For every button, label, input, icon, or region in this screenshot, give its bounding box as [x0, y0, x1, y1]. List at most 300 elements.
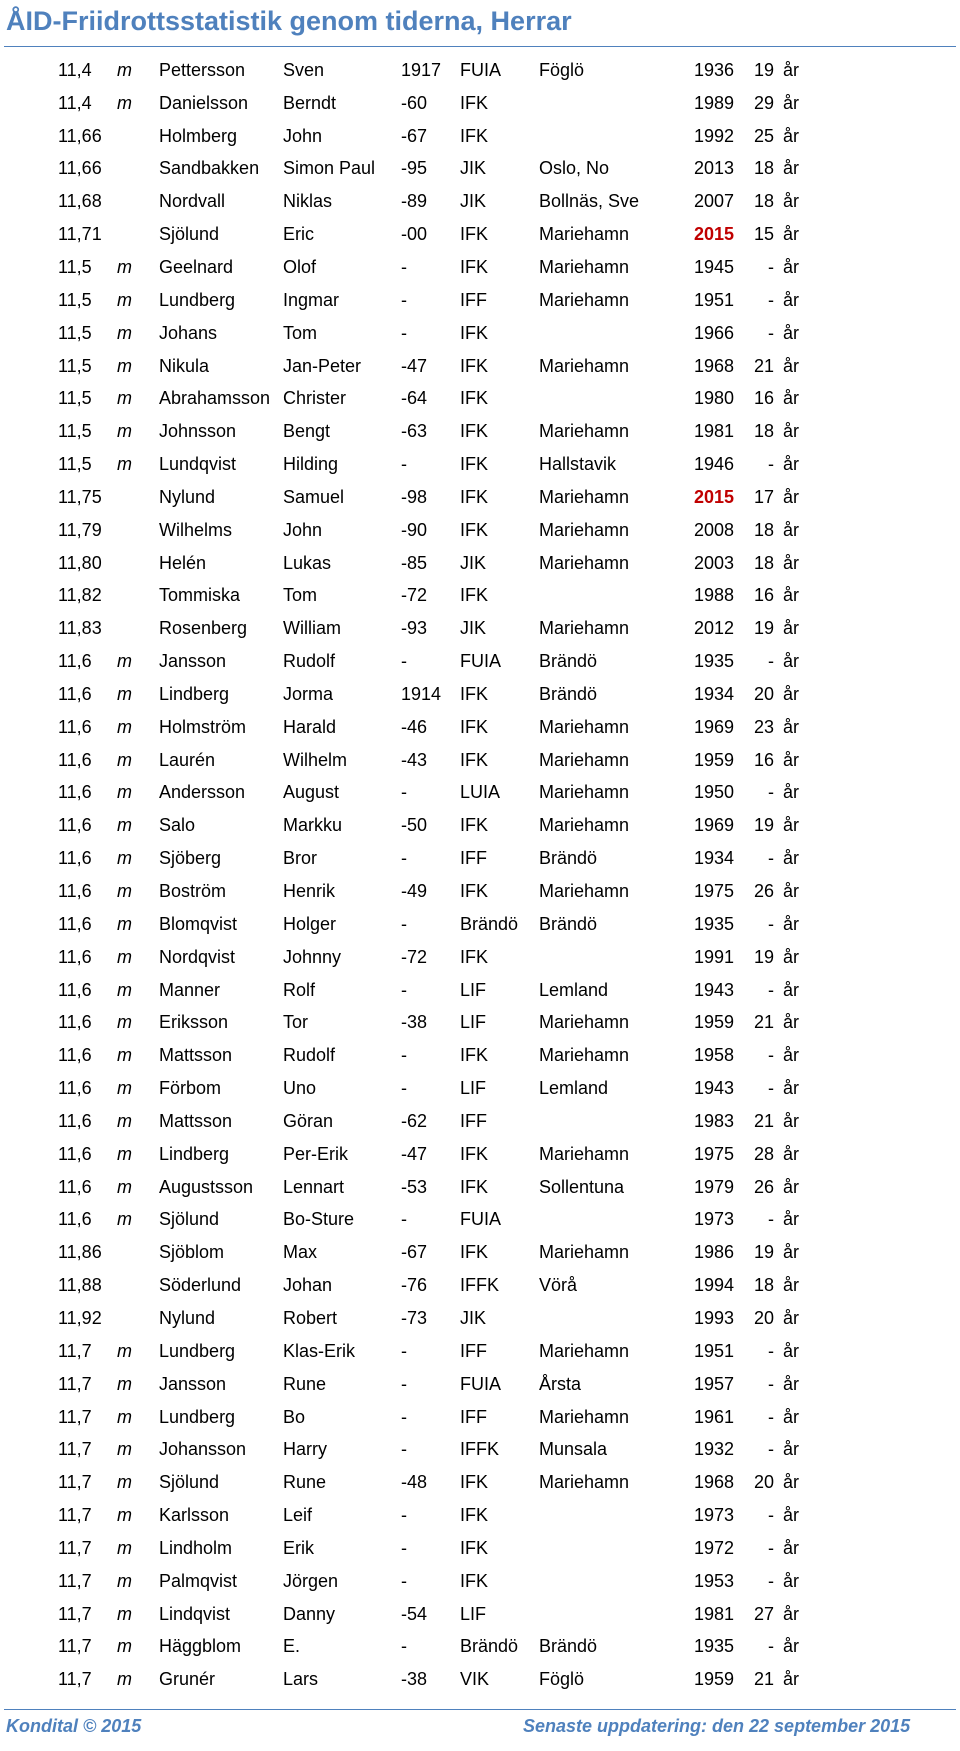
club-cell: IFK — [460, 1570, 489, 1591]
competition-year-cell: 1958 — [693, 1045, 734, 1066]
venue-cell: Oslo, No — [539, 158, 610, 179]
result-cell: 11,6 — [58, 1143, 92, 1164]
competition-year-cell: 1972 — [693, 1537, 734, 1558]
age-unit-cell: år — [783, 552, 800, 573]
result-cell: 11,7 — [58, 1406, 92, 1427]
venue-cell: Hallstavik — [539, 454, 617, 475]
result-cell: 11,4 — [58, 59, 92, 80]
club-cell: FUIA — [460, 1209, 502, 1230]
competition-year-cell: 1961 — [693, 1406, 734, 1427]
age-unit-cell: år — [783, 1373, 800, 1394]
age-unit-cell: år — [783, 749, 800, 770]
age-cell: 17 — [753, 486, 774, 507]
table-row — [0, 547, 813, 580]
club-cell: IFK — [460, 1045, 489, 1066]
age-cell: - — [768, 1045, 774, 1066]
birth-year-cell: - — [401, 782, 407, 803]
table-row — [0, 448, 813, 481]
birth-year-cell: -38 — [401, 1669, 428, 1690]
birth-year-cell: -48 — [401, 1472, 428, 1493]
club-cell: IFK — [460, 519, 489, 540]
result-cell: 11,7 — [58, 1439, 92, 1460]
age-cell: - — [768, 322, 774, 343]
age-unit-cell: år — [783, 1242, 800, 1263]
birth-year-cell: - — [401, 1045, 407, 1066]
age-unit-cell: år — [783, 125, 800, 146]
age-cell: - — [768, 1570, 774, 1591]
first-name-cell: Robert — [283, 1307, 338, 1328]
first-name-cell: Rudolf — [283, 1045, 336, 1066]
result-cell: 11,66 — [58, 125, 102, 146]
result-cell: 11,82 — [58, 585, 102, 606]
venue-cell — [539, 1532, 688, 1565]
age-cell: - — [768, 782, 774, 803]
result-cell: 11,6 — [58, 881, 92, 902]
club-cell: IFF — [460, 848, 487, 869]
result-cell: 11,6 — [58, 1078, 92, 1099]
age-cell: 26 — [753, 881, 774, 902]
last-name-cell: Salo — [159, 815, 196, 836]
result-cell: 11,6 — [58, 913, 92, 934]
birth-year-cell: -47 — [401, 355, 428, 376]
first-name-cell: Simon Paul — [283, 158, 376, 179]
age-unit-cell: år — [783, 191, 800, 212]
age-cell: - — [768, 289, 774, 310]
venue-cell: Mariehamn — [539, 1143, 630, 1164]
birth-year-cell: - — [401, 1570, 407, 1591]
age-unit-cell: år — [783, 454, 800, 475]
competition-year-cell: 1935 — [693, 913, 734, 934]
manual-timing-cell: m — [117, 815, 132, 836]
age-cell: - — [768, 1340, 774, 1361]
club-cell: LIF — [460, 979, 487, 1000]
competition-year-cell: 1953 — [693, 1570, 734, 1591]
age-cell: 20 — [753, 683, 774, 704]
table-row — [0, 317, 813, 350]
result-cell: 11,6 — [58, 815, 92, 836]
table-row — [0, 54, 813, 87]
birth-year-cell: - — [401, 651, 407, 672]
last-name-cell: Wilhelms — [159, 519, 233, 540]
venue-cell: Brändö — [539, 1636, 598, 1657]
last-name-cell: Blomqvist — [159, 913, 238, 934]
venue-cell — [539, 1499, 688, 1532]
result-cell: 11,7 — [58, 1373, 92, 1394]
age-unit-cell: år — [783, 1176, 800, 1197]
competition-year-cell: 2015 — [693, 224, 734, 245]
competition-year-cell: 1994 — [693, 1275, 734, 1296]
manual-timing-cell: m — [117, 782, 132, 803]
club-cell: IFK — [460, 388, 489, 409]
manual-timing-cell: m — [117, 1045, 132, 1066]
first-name-cell: Leif — [283, 1505, 313, 1526]
age-unit-cell: år — [783, 355, 800, 376]
birth-year-cell: -73 — [401, 1307, 428, 1328]
last-name-cell: Lindqvist — [159, 1603, 231, 1624]
table-row — [0, 809, 813, 842]
last-name-cell: Häggblom — [159, 1636, 242, 1657]
manual-timing-cell: m — [117, 1505, 132, 1526]
table-row — [0, 87, 813, 120]
first-name-cell: Lars — [283, 1669, 319, 1690]
result-cell: 11,6 — [58, 1045, 92, 1066]
birth-year-cell: -98 — [401, 486, 428, 507]
age-unit-cell: år — [783, 651, 800, 672]
manual-timing-cell: m — [117, 913, 132, 934]
birth-year-cell: - — [401, 1537, 407, 1558]
venue-cell: Sollentuna — [539, 1176, 625, 1197]
venue-cell: Mariehamn — [539, 552, 630, 573]
birth-year-cell: -89 — [401, 191, 428, 212]
manual-timing-cell — [117, 120, 159, 153]
venue-cell — [539, 1105, 688, 1138]
competition-year-cell: 1975 — [693, 1143, 734, 1164]
first-name-cell: Holger — [283, 913, 337, 934]
venue-cell: Bollnäs, Sve — [539, 191, 640, 212]
age-cell: 18 — [753, 1275, 774, 1296]
age-unit-cell: år — [783, 1636, 800, 1657]
age-cell: - — [768, 1406, 774, 1427]
last-name-cell: Sjölund — [159, 1472, 220, 1493]
last-name-cell: Förbom — [159, 1078, 222, 1099]
venue-cell: Lemland — [539, 1078, 609, 1099]
first-name-cell: Danny — [283, 1603, 336, 1624]
age-cell: - — [768, 651, 774, 672]
footer-divider — [4, 1709, 956, 1710]
venue-cell: Föglö — [539, 59, 585, 80]
venue-cell: Mariehamn — [539, 1406, 630, 1427]
venue-cell — [539, 87, 688, 120]
manual-timing-cell: m — [117, 256, 132, 277]
birth-year-cell: -54 — [401, 1603, 428, 1624]
last-name-cell: Palmqvist — [159, 1570, 238, 1591]
venue-cell: Mariehamn — [539, 1242, 630, 1263]
competition-year-cell: 1980 — [693, 388, 734, 409]
age-cell: 29 — [753, 92, 774, 113]
club-cell: IFF — [460, 1406, 487, 1427]
competition-year-cell: 1973 — [693, 1209, 734, 1230]
manual-timing-cell: m — [117, 1373, 132, 1394]
competition-year-cell: 1959 — [693, 1669, 734, 1690]
last-name-cell: Augustsson — [159, 1176, 254, 1197]
age-unit-cell: år — [783, 1143, 800, 1164]
results-table — [0, 54, 813, 1696]
age-unit-cell: år — [783, 979, 800, 1000]
venue-cell: Mariehamn — [539, 289, 630, 310]
result-cell: 11,6 — [58, 782, 92, 803]
club-cell: IFK — [460, 946, 489, 967]
table-row — [0, 645, 813, 678]
last-name-cell: Lundberg — [159, 289, 236, 310]
club-cell: JIK — [460, 158, 487, 179]
club-cell: IFK — [460, 454, 489, 475]
venue-cell: Mariehamn — [539, 749, 630, 770]
first-name-cell: Henrik — [283, 881, 336, 902]
birth-year-cell: -90 — [401, 519, 428, 540]
last-name-cell: Helén — [159, 552, 207, 573]
age-unit-cell: år — [783, 1669, 800, 1690]
result-cell: 11,7 — [58, 1505, 92, 1526]
venue-cell: Vörå — [539, 1275, 578, 1296]
first-name-cell: Tom — [283, 322, 318, 343]
birth-year-cell: - — [401, 1078, 407, 1099]
age-unit-cell: år — [783, 716, 800, 737]
table-row — [0, 481, 813, 514]
birth-year-cell: -67 — [401, 125, 428, 146]
last-name-cell: Lindberg — [159, 683, 230, 704]
last-name-cell: Sjölund — [159, 224, 220, 245]
manual-timing-cell: m — [117, 979, 132, 1000]
manual-timing-cell — [117, 547, 159, 580]
club-cell: IFK — [460, 585, 489, 606]
last-name-cell: Nordvall — [159, 191, 226, 212]
competition-year-cell: 1989 — [693, 92, 734, 113]
age-cell: 16 — [753, 388, 774, 409]
birth-year-cell: - — [401, 1209, 407, 1230]
manual-timing-cell — [117, 185, 159, 218]
competition-year-cell: 1951 — [693, 289, 734, 310]
table-row — [0, 1204, 813, 1237]
venue-cell: Mariehamn — [539, 486, 630, 507]
last-name-cell: Lundberg — [159, 1340, 236, 1361]
age-cell: - — [768, 1505, 774, 1526]
result-cell: 11,6 — [58, 1209, 92, 1230]
manual-timing-cell: m — [117, 651, 132, 672]
table-row — [0, 1401, 813, 1434]
venue-cell: Mariehamn — [539, 716, 630, 737]
first-name-cell: Klas-Erik — [283, 1340, 356, 1361]
age-cell: 19 — [753, 59, 774, 80]
competition-year-cell: 1959 — [693, 749, 734, 770]
manual-timing-cell: m — [117, 1439, 132, 1460]
result-cell: 11,5 — [58, 454, 92, 475]
club-cell: Brändö — [460, 913, 519, 934]
age-unit-cell: år — [783, 1045, 800, 1066]
table-row — [0, 1335, 813, 1368]
manual-timing-cell — [117, 153, 159, 186]
last-name-cell: Sjölund — [159, 1209, 220, 1230]
club-cell: LIF — [460, 1078, 487, 1099]
venue-cell: Brändö — [539, 913, 598, 934]
age-unit-cell: år — [783, 421, 800, 442]
birth-year-cell: -67 — [401, 1242, 428, 1263]
first-name-cell: Rune — [283, 1373, 327, 1394]
birth-year-cell: - — [401, 1340, 407, 1361]
first-name-cell: Bo-Sture — [283, 1209, 355, 1230]
age-unit-cell: år — [783, 486, 800, 507]
table-row — [0, 777, 813, 810]
result-cell: 11,6 — [58, 716, 92, 737]
table-row — [0, 908, 813, 941]
last-name-cell: Lindholm — [159, 1537, 233, 1558]
venue-cell: Mariehamn — [539, 815, 630, 836]
result-cell: 11,5 — [58, 256, 92, 277]
club-cell: IFK — [460, 1176, 489, 1197]
table-row — [0, 218, 813, 251]
result-cell: 11,6 — [58, 651, 92, 672]
competition-year-cell: 1957 — [693, 1373, 734, 1394]
table-row — [0, 514, 813, 547]
first-name-cell: Rune — [283, 1472, 327, 1493]
result-cell: 11,4 — [58, 92, 92, 113]
last-name-cell: Tommiska — [159, 585, 241, 606]
club-cell: IFK — [460, 815, 489, 836]
club-cell: IFK — [460, 125, 489, 146]
table-row — [0, 1368, 813, 1401]
result-cell: 11,6 — [58, 848, 92, 869]
result-cell: 11,71 — [58, 224, 102, 245]
venue-cell: Mariehamn — [539, 355, 630, 376]
manual-timing-cell — [117, 481, 159, 514]
age-cell: 27 — [753, 1603, 774, 1624]
first-name-cell: Jan-Peter — [283, 355, 362, 376]
result-cell: 11,92 — [58, 1307, 102, 1328]
last-name-cell: Sjöblom — [159, 1242, 225, 1263]
age-cell: 16 — [753, 749, 774, 770]
last-name-cell: Nikula — [159, 355, 210, 376]
result-cell: 11,7 — [58, 1472, 92, 1493]
result-cell: 11,80 — [58, 552, 102, 573]
page-title: ÅID-Friidrottsstatistik genom tiderna, Herrar — [6, 6, 572, 36]
result-cell: 11,83 — [58, 618, 102, 639]
last-name-cell: Abrahamsson — [159, 388, 271, 409]
club-cell: IFK — [460, 749, 489, 770]
birth-year-cell: - — [401, 289, 407, 310]
table-row — [0, 1138, 813, 1171]
manual-timing-cell — [117, 580, 159, 613]
footer-copyright: Kondital © 2015 — [6, 1716, 142, 1736]
last-name-cell: Sandbakken — [159, 158, 260, 179]
manual-timing-cell: m — [117, 1209, 132, 1230]
age-cell: 21 — [753, 355, 774, 376]
birth-year-cell: - — [401, 1439, 407, 1460]
birth-year-cell: 1917 — [401, 59, 442, 80]
age-cell: 19 — [753, 815, 774, 836]
last-name-cell: Eriksson — [159, 1012, 229, 1033]
competition-year-cell: 1966 — [693, 322, 734, 343]
manual-timing-cell: m — [117, 1110, 132, 1131]
manual-timing-cell: m — [117, 454, 132, 475]
first-name-cell: Ingmar — [283, 289, 340, 310]
competition-year-cell: 1936 — [693, 59, 734, 80]
result-cell: 11,86 — [58, 1242, 102, 1263]
club-cell: IFK — [460, 256, 489, 277]
club-cell: IFK — [460, 1242, 489, 1263]
manual-timing-cell: m — [117, 946, 132, 967]
table-row — [0, 1171, 813, 1204]
first-name-cell: Bo — [283, 1406, 306, 1427]
birth-year-cell: - — [401, 1373, 407, 1394]
result-cell: 11,7 — [58, 1669, 92, 1690]
manual-timing-cell: m — [117, 1340, 132, 1361]
first-name-cell: Lukas — [283, 552, 332, 573]
age-cell: 18 — [753, 552, 774, 573]
table-row — [0, 1039, 813, 1072]
last-name-cell: Lundberg — [159, 1406, 236, 1427]
last-name-cell: Nylund — [159, 486, 216, 507]
manual-timing-cell: m — [117, 881, 132, 902]
result-cell: 11,5 — [58, 355, 92, 376]
birth-year-cell: -00 — [401, 224, 428, 245]
birth-year-cell: -63 — [401, 421, 428, 442]
last-name-cell: Lindberg — [159, 1143, 230, 1164]
club-cell: IFK — [460, 322, 489, 343]
age-cell: - — [768, 1636, 774, 1657]
venue-cell: Mariehamn — [539, 519, 630, 540]
venue-cell: Munsala — [539, 1439, 608, 1460]
first-name-cell: John — [283, 519, 323, 540]
birth-year-cell: -46 — [401, 716, 428, 737]
competition-year-cell: 2008 — [693, 519, 734, 540]
manual-timing-cell: m — [117, 848, 132, 869]
result-cell: 11,7 — [58, 1537, 92, 1558]
club-cell: IFK — [460, 355, 489, 376]
results-table-body — [0, 54, 813, 1696]
club-cell: LIF — [460, 1603, 487, 1624]
birth-year-cell: -72 — [401, 946, 428, 967]
first-name-cell: Samuel — [283, 486, 345, 507]
age-unit-cell: år — [783, 1439, 800, 1460]
age-unit-cell: år — [783, 1537, 800, 1558]
first-name-cell: Hilding — [283, 454, 339, 475]
table-row — [0, 1598, 813, 1631]
age-unit-cell: år — [783, 1307, 800, 1328]
result-cell: 11,6 — [58, 749, 92, 770]
competition-year-cell: 1943 — [693, 1078, 734, 1099]
competition-year-cell: 1981 — [693, 1603, 734, 1624]
birth-year-cell: -53 — [401, 1176, 428, 1197]
competition-year-cell: 1993 — [693, 1307, 734, 1328]
table-row — [0, 1565, 813, 1598]
club-cell: IFK — [460, 881, 489, 902]
venue-cell: Mariehamn — [539, 782, 630, 803]
birth-year-cell: - — [401, 454, 407, 475]
table-row — [0, 974, 813, 1007]
result-cell: 11,5 — [58, 388, 92, 409]
table-row — [0, 612, 813, 645]
table-row — [0, 1466, 813, 1499]
last-name-cell: Pettersson — [159, 59, 246, 80]
table-row — [0, 185, 813, 218]
venue-cell: Mariehamn — [539, 224, 630, 245]
first-name-cell: Sven — [283, 59, 325, 80]
result-cell: 11,68 — [58, 191, 102, 212]
manual-timing-cell: m — [117, 1537, 132, 1558]
age-cell: 20 — [753, 1472, 774, 1493]
birth-year-cell: -50 — [401, 815, 428, 836]
age-cell: 16 — [753, 585, 774, 606]
result-cell: 11,7 — [58, 1636, 92, 1657]
competition-year-cell: 1969 — [693, 716, 734, 737]
venue-cell — [539, 1302, 688, 1335]
club-cell: IFF — [460, 289, 487, 310]
last-name-cell: Lundqvist — [159, 454, 237, 475]
last-name-cell: Laurén — [159, 749, 216, 770]
result-cell: 11,7 — [58, 1340, 92, 1361]
venue-cell: Brändö — [539, 848, 598, 869]
venue-cell — [539, 317, 688, 350]
age-unit-cell: år — [783, 322, 800, 343]
age-unit-cell: år — [783, 881, 800, 902]
age-cell: 20 — [753, 1307, 774, 1328]
manual-timing-cell: m — [117, 388, 132, 409]
result-cell: 11,6 — [58, 1012, 92, 1033]
age-cell: - — [768, 1209, 774, 1230]
birth-year-cell: -43 — [401, 749, 428, 770]
first-name-cell: Bror — [283, 848, 318, 869]
club-cell: IFK — [460, 92, 489, 113]
birth-year-cell: -95 — [401, 158, 428, 179]
